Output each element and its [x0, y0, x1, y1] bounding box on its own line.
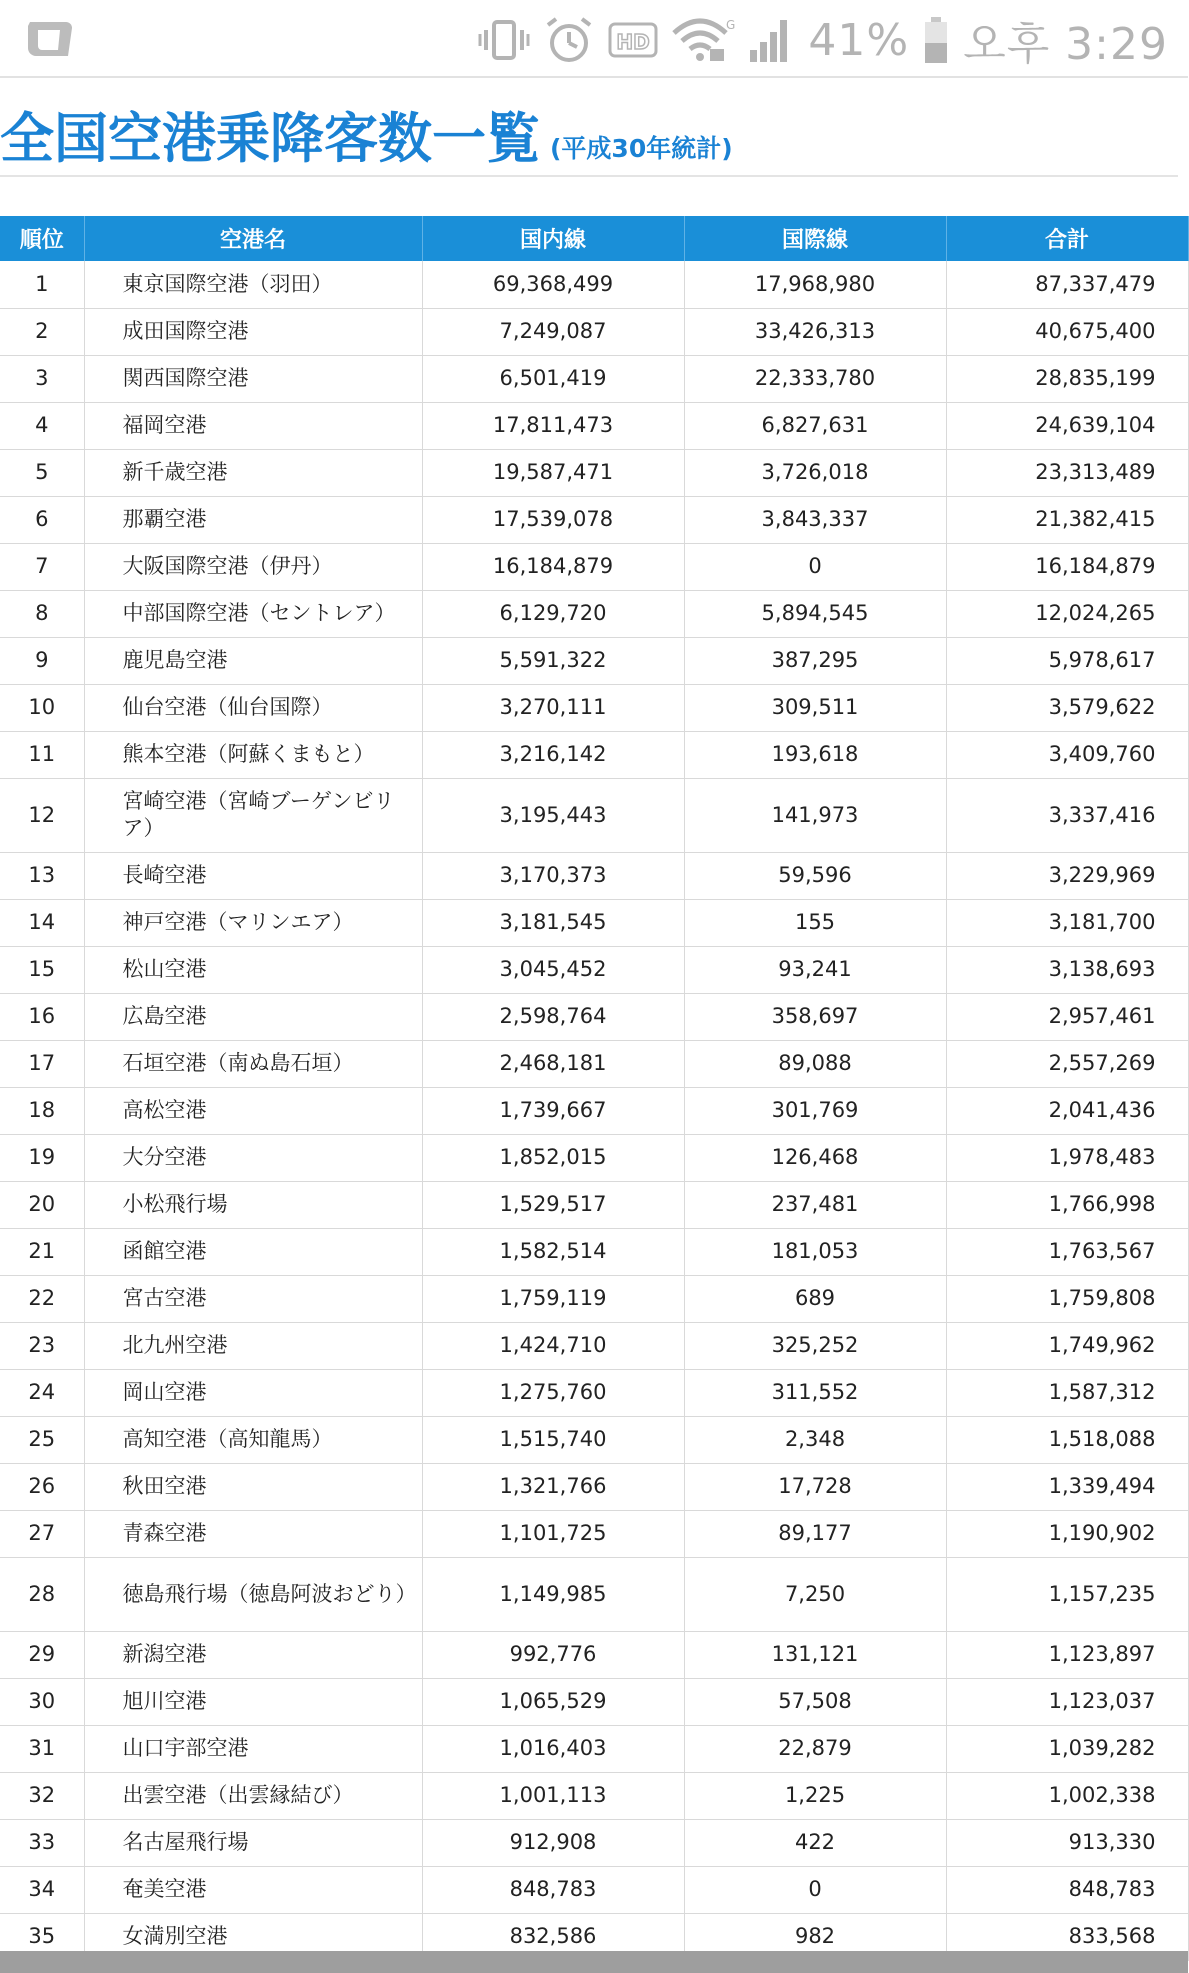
- domestic-cell: 2,598,764: [422, 993, 684, 1040]
- domestic-cell: 17,539,078: [422, 496, 684, 543]
- airport-name-cell: 新千歳空港: [84, 449, 422, 496]
- rank-cell: 17: [0, 1040, 84, 1087]
- international-cell: 2,348: [684, 1416, 946, 1463]
- domestic-cell: 1,515,740: [422, 1416, 684, 1463]
- international-cell: 7,250: [684, 1557, 946, 1631]
- international-cell: 325,252: [684, 1322, 946, 1369]
- rank-cell: 8: [0, 590, 84, 637]
- total-cell: 1,518,088: [946, 1416, 1188, 1463]
- domestic-cell: 832,586: [422, 1913, 684, 1960]
- status-time: 오후 3:29: [963, 19, 1168, 70]
- rank-cell: 35: [0, 1913, 84, 1960]
- domestic-cell: 1,321,766: [422, 1463, 684, 1510]
- airport-name-cell: 大阪国際空港（伊丹）: [84, 543, 422, 590]
- rank-cell: 2: [0, 308, 84, 355]
- total-cell: 1,766,998: [946, 1181, 1188, 1228]
- international-cell: 422: [684, 1819, 946, 1866]
- header-name: 空港名: [84, 216, 422, 261]
- domestic-cell: 1,852,015: [422, 1134, 684, 1181]
- signal-icon: [748, 16, 794, 64]
- rank-cell: 28: [0, 1557, 84, 1631]
- table-row: [0, 1772, 1188, 1819]
- rank-cell: 33: [0, 1819, 84, 1866]
- table-row: [0, 1557, 1188, 1631]
- table-row: [0, 899, 1188, 946]
- table-row: [0, 1678, 1188, 1725]
- rank-cell: 19: [0, 1134, 84, 1181]
- rank-cell: 26: [0, 1463, 84, 1510]
- domestic-cell: 16,184,879: [422, 543, 684, 590]
- table-row: [0, 1087, 1188, 1134]
- rank-cell: 5: [0, 449, 84, 496]
- rank-cell: 21: [0, 1228, 84, 1275]
- carrier-logo-icon: [22, 16, 74, 62]
- international-cell: 89,177: [684, 1510, 946, 1557]
- header-domestic: 国内線: [422, 216, 684, 261]
- total-cell: 5,978,617: [946, 637, 1188, 684]
- international-cell: 982: [684, 1913, 946, 1960]
- total-cell: 40,675,400: [946, 308, 1188, 355]
- rank-cell: 10: [0, 684, 84, 731]
- page-title: 全国空港乗降客数一覧: [0, 107, 540, 170]
- battery-icon: [923, 15, 949, 65]
- total-cell: 833,568: [946, 1913, 1188, 1960]
- rank-cell: 3: [0, 355, 84, 402]
- international-cell: 17,968,980: [684, 261, 946, 308]
- domestic-cell: 6,129,720: [422, 590, 684, 637]
- international-cell: 3,843,337: [684, 496, 946, 543]
- rank-cell: 7: [0, 543, 84, 590]
- svg-text:G: G: [726, 18, 736, 32]
- airport-name-cell: 石垣空港（南ぬ島石垣）: [84, 1040, 422, 1087]
- hd-icon: [608, 20, 658, 60]
- rank-cell: 23: [0, 1322, 84, 1369]
- airport-name-cell: 旭川空港: [84, 1678, 422, 1725]
- total-cell: 21,382,415: [946, 496, 1188, 543]
- international-cell: 22,879: [684, 1725, 946, 1772]
- international-cell: 0: [684, 1866, 946, 1913]
- total-cell: 1,002,338: [946, 1772, 1188, 1819]
- domestic-cell: 6,501,419: [422, 355, 684, 402]
- total-cell: 1,587,312: [946, 1369, 1188, 1416]
- table-row: [0, 402, 1188, 449]
- rank-cell: 14: [0, 899, 84, 946]
- table-row: [0, 590, 1188, 637]
- international-cell: 0: [684, 543, 946, 590]
- svg-text:HD: HD: [616, 30, 651, 54]
- rank-cell: 27: [0, 1510, 84, 1557]
- airport-name-cell: 宮古空港: [84, 1275, 422, 1322]
- table-row: [0, 1819, 1188, 1866]
- airport-name-cell: 岡山空港: [84, 1369, 422, 1416]
- airport-name-cell: 新潟空港: [84, 1631, 422, 1678]
- total-cell: 913,330: [946, 1819, 1188, 1866]
- rank-cell: 30: [0, 1678, 84, 1725]
- rank-cell: 13: [0, 852, 84, 899]
- header-total: 合計: [946, 216, 1188, 261]
- header-rank: 順位: [0, 216, 84, 261]
- vibrate-icon: [478, 16, 530, 64]
- airport-name-cell: 小松飛行場: [84, 1181, 422, 1228]
- table-body: [0, 261, 1188, 1960]
- international-cell: 141,973: [684, 778, 946, 852]
- table-row: [0, 1369, 1188, 1416]
- total-cell: 3,181,700: [946, 899, 1188, 946]
- airport-name-cell: 函館空港: [84, 1228, 422, 1275]
- rank-cell: 4: [0, 402, 84, 449]
- international-cell: 6,827,631: [684, 402, 946, 449]
- rank-cell: 31: [0, 1725, 84, 1772]
- international-cell: 387,295: [684, 637, 946, 684]
- domestic-cell: 1,529,517: [422, 1181, 684, 1228]
- international-cell: 17,728: [684, 1463, 946, 1510]
- domestic-cell: 3,170,373: [422, 852, 684, 899]
- rank-cell: 24: [0, 1369, 84, 1416]
- international-cell: 33,426,313: [684, 308, 946, 355]
- airport-name-cell: 成田国際空港: [84, 308, 422, 355]
- domestic-cell: 2,468,181: [422, 1040, 684, 1087]
- domestic-cell: 3,195,443: [422, 778, 684, 852]
- airport-name-cell: 中部国際空港（セントレア）: [84, 590, 422, 637]
- domestic-cell: 1,275,760: [422, 1369, 684, 1416]
- page-heading: [0, 96, 733, 173]
- table-row: [0, 1134, 1188, 1181]
- total-cell: 3,229,969: [946, 852, 1188, 899]
- airport-name-cell: 宮崎空港（宮崎ブーゲンビリア）: [84, 778, 422, 852]
- table-row: [0, 637, 1188, 684]
- rank-cell: 9: [0, 637, 84, 684]
- total-cell: 1,749,962: [946, 1322, 1188, 1369]
- rank-cell: 18: [0, 1087, 84, 1134]
- table-row: [0, 993, 1188, 1040]
- airport-name-cell: 高知空港（高知龍馬）: [84, 1416, 422, 1463]
- domestic-cell: 19,587,471: [422, 449, 684, 496]
- alarm-icon: [544, 15, 594, 65]
- table-row: [0, 1725, 1188, 1772]
- airport-name-cell: 高松空港: [84, 1087, 422, 1134]
- domestic-cell: 992,776: [422, 1631, 684, 1678]
- international-cell: 237,481: [684, 1181, 946, 1228]
- table-row: [0, 261, 1188, 308]
- domestic-cell: 17,811,473: [422, 402, 684, 449]
- table-row: [0, 731, 1188, 778]
- airport-name-cell: 出雲空港（出雲縁結び）: [84, 1772, 422, 1819]
- international-cell: 193,618: [684, 731, 946, 778]
- total-cell: 3,337,416: [946, 778, 1188, 852]
- rank-cell: 15: [0, 946, 84, 993]
- airport-name-cell: 関西国際空港: [84, 355, 422, 402]
- page-subtitle: (平成30年統計): [550, 134, 733, 163]
- total-cell: 1,157,235: [946, 1557, 1188, 1631]
- total-cell: 3,579,622: [946, 684, 1188, 731]
- total-cell: 87,337,479: [946, 261, 1188, 308]
- rank-cell: 22: [0, 1275, 84, 1322]
- table-row: [0, 543, 1188, 590]
- airport-name-cell: 名古屋飛行場: [84, 1819, 422, 1866]
- table-row: [0, 852, 1188, 899]
- international-cell: 155: [684, 899, 946, 946]
- heading-divider: [0, 175, 1178, 177]
- total-cell: 2,557,269: [946, 1040, 1188, 1087]
- total-cell: 1,123,897: [946, 1631, 1188, 1678]
- status-bar: [0, 0, 1188, 78]
- domestic-cell: 1,424,710: [422, 1322, 684, 1369]
- total-cell: 2,957,461: [946, 993, 1188, 1040]
- rank-cell: 11: [0, 731, 84, 778]
- total-cell: 1,763,567: [946, 1228, 1188, 1275]
- domestic-cell: 69,368,499: [422, 261, 684, 308]
- rank-cell: 6: [0, 496, 84, 543]
- total-cell: 12,024,265: [946, 590, 1188, 637]
- domestic-cell: 3,181,545: [422, 899, 684, 946]
- status-divider: [0, 76, 1188, 78]
- international-cell: 59,596: [684, 852, 946, 899]
- airport-name-cell: 青森空港: [84, 1510, 422, 1557]
- table-row: [0, 1463, 1188, 1510]
- table-row: [0, 1040, 1188, 1087]
- rank-cell: 12: [0, 778, 84, 852]
- table-row: [0, 778, 1188, 852]
- airport-name-cell: 北九州空港: [84, 1322, 422, 1369]
- rank-cell: 16: [0, 993, 84, 1040]
- domestic-cell: 1,001,113: [422, 1772, 684, 1819]
- table-row: [0, 449, 1188, 496]
- domestic-cell: 7,249,087: [422, 308, 684, 355]
- total-cell: 16,184,879: [946, 543, 1188, 590]
- airport-name-cell: 松山空港: [84, 946, 422, 993]
- domestic-cell: 848,783: [422, 1866, 684, 1913]
- bottom-scroll-bar: [0, 1951, 1188, 1973]
- domestic-cell: 912,908: [422, 1819, 684, 1866]
- domestic-cell: 1,759,119: [422, 1275, 684, 1322]
- table-row: [0, 355, 1188, 402]
- total-cell: 1,339,494: [946, 1463, 1188, 1510]
- airport-name-cell: 那覇空港: [84, 496, 422, 543]
- domestic-cell: 1,582,514: [422, 1228, 684, 1275]
- international-cell: 131,121: [684, 1631, 946, 1678]
- international-cell: 311,552: [684, 1369, 946, 1416]
- international-cell: 181,053: [684, 1228, 946, 1275]
- rank-cell: 20: [0, 1181, 84, 1228]
- airport-name-cell: 福岡空港: [84, 402, 422, 449]
- total-cell: 3,409,760: [946, 731, 1188, 778]
- airport-name-cell: 鹿児島空港: [84, 637, 422, 684]
- table-row: [0, 308, 1188, 355]
- rank-cell: 1: [0, 261, 84, 308]
- airport-name-cell: 大分空港: [84, 1134, 422, 1181]
- total-cell: 24,639,104: [946, 402, 1188, 449]
- table-row: [0, 946, 1188, 993]
- airport-name-cell: 仙台空港（仙台国際）: [84, 684, 422, 731]
- table-row: [0, 1275, 1188, 1322]
- rank-cell: 29: [0, 1631, 84, 1678]
- domestic-cell: 3,216,142: [422, 731, 684, 778]
- table-row: [0, 1866, 1188, 1913]
- total-cell: 848,783: [946, 1866, 1188, 1913]
- table-row: [0, 1228, 1188, 1275]
- airport-name-cell: 東京国際空港（羽田）: [84, 261, 422, 308]
- airport-name-cell: 山口宇部空港: [84, 1725, 422, 1772]
- table-row: [0, 1631, 1188, 1678]
- airport-name-cell: 女満別空港: [84, 1913, 422, 1960]
- table-row: [0, 1181, 1188, 1228]
- table-header-row: [0, 216, 1188, 261]
- airport-passenger-table: [0, 216, 1189, 1961]
- domestic-cell: 1,739,667: [422, 1087, 684, 1134]
- total-cell: 2,041,436: [946, 1087, 1188, 1134]
- international-cell: 1,225: [684, 1772, 946, 1819]
- domestic-cell: 1,101,725: [422, 1510, 684, 1557]
- airport-table-container: [0, 216, 1188, 1956]
- international-cell: 301,769: [684, 1087, 946, 1134]
- international-cell: 689: [684, 1275, 946, 1322]
- rank-cell: 34: [0, 1866, 84, 1913]
- table-row: [0, 1322, 1188, 1369]
- battery-percent: 41%: [808, 14, 910, 66]
- international-cell: 358,697: [684, 993, 946, 1040]
- international-cell: 309,511: [684, 684, 946, 731]
- international-cell: 93,241: [684, 946, 946, 993]
- domestic-cell: 5,591,322: [422, 637, 684, 684]
- total-cell: 3,138,693: [946, 946, 1188, 993]
- total-cell: 1,190,902: [946, 1510, 1188, 1557]
- total-cell: 1,123,037: [946, 1678, 1188, 1725]
- domestic-cell: 1,065,529: [422, 1678, 684, 1725]
- international-cell: 22,333,780: [684, 355, 946, 402]
- table-row: [0, 684, 1188, 731]
- table-row: [0, 1510, 1188, 1557]
- total-cell: 1,759,808: [946, 1275, 1188, 1322]
- airport-name-cell: 長崎空港: [84, 852, 422, 899]
- airport-name-cell: 神戸空港（マリンエア）: [84, 899, 422, 946]
- total-cell: 1,039,282: [946, 1725, 1188, 1772]
- rank-cell: 32: [0, 1772, 84, 1819]
- domestic-cell: 1,149,985: [422, 1557, 684, 1631]
- international-cell: 5,894,545: [684, 590, 946, 637]
- airport-name-cell: 奄美空港: [84, 1866, 422, 1913]
- international-cell: 3,726,018: [684, 449, 946, 496]
- table-row: [0, 496, 1188, 543]
- header-international: 国際線: [684, 216, 946, 261]
- international-cell: 89,088: [684, 1040, 946, 1087]
- airport-name-cell: 徳島飛行場（徳島阿波おどり）: [84, 1557, 422, 1631]
- total-cell: 1,978,483: [946, 1134, 1188, 1181]
- international-cell: 57,508: [684, 1678, 946, 1725]
- airport-name-cell: 広島空港: [84, 993, 422, 1040]
- domestic-cell: 1,016,403: [422, 1725, 684, 1772]
- total-cell: 28,835,199: [946, 355, 1188, 402]
- wifi-icon: [672, 15, 734, 65]
- rank-cell: 25: [0, 1416, 84, 1463]
- domestic-cell: 3,270,111: [422, 684, 684, 731]
- airport-name-cell: 熊本空港（阿蘇くまもと）: [84, 731, 422, 778]
- total-cell: 23,313,489: [946, 449, 1188, 496]
- table-row: [0, 1416, 1188, 1463]
- airport-name-cell: 秋田空港: [84, 1463, 422, 1510]
- domestic-cell: 3,045,452: [422, 946, 684, 993]
- international-cell: 126,468: [684, 1134, 946, 1181]
